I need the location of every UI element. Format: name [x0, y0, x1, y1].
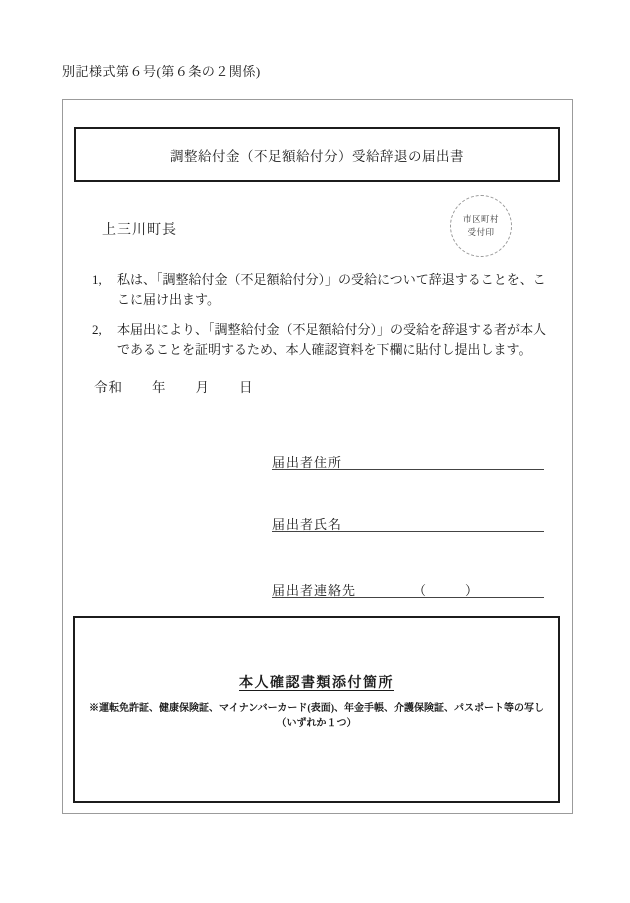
attachment-note-line1: ※運転免許証、健康保険証、マイナンバーカード(表面)、年金手帳、介護保険証、パスポート等の写し — [88, 703, 545, 714]
attachment-heading: 本人確認書類添付箇所 — [239, 676, 394, 691]
field-row-contact[interactable] — [272, 580, 544, 598]
declaration-items — [92, 270, 554, 370]
item-1-text: 私は、「調整給付金（不足額給付分）」の受給について辞退することを、ここに届け出ます。 — [117, 272, 546, 307]
declaration-item-1 — [92, 270, 554, 309]
date-line: 令和 年 月 日 — [94, 380, 254, 395]
declaration-item-2 — [92, 320, 554, 359]
field-contact-paren: （ ） — [413, 583, 479, 598]
field-row-name[interactable] — [272, 514, 544, 532]
field-row-address[interactable] — [272, 452, 544, 470]
field-name-label: 届出者氏名 — [272, 517, 343, 532]
title-box — [74, 127, 560, 182]
item-2-number: 2, — [92, 322, 102, 337]
form-number-label: 別記様式第６号(第６条の２関係) — [62, 64, 261, 79]
stamp-label-line2: 受付印 — [467, 227, 495, 237]
field-address-label: 届出者住所 — [272, 455, 343, 470]
attachment-note-line2: （いずれか１つ） — [276, 718, 357, 729]
field-contact-label: 届出者連絡先 — [272, 583, 357, 598]
item-1-number: 1, — [92, 272, 102, 287]
addressee-label: 上三川町長 — [102, 223, 177, 238]
reception-stamp-circle — [450, 195, 512, 257]
form-title: 調整給付金（不足額給付分）受給辞退の届出書 — [170, 148, 464, 164]
stamp-label-line1: 市区町村 — [462, 213, 499, 224]
form-outer-border — [62, 99, 573, 814]
item-2-text: 本届出により、「調整給付金（不足額給付分）」の受給を辞退する者が本人であることを証明するため、本人確認資料を下欄に貼付し提出します。 — [117, 322, 547, 357]
attachment-box — [73, 616, 560, 803]
